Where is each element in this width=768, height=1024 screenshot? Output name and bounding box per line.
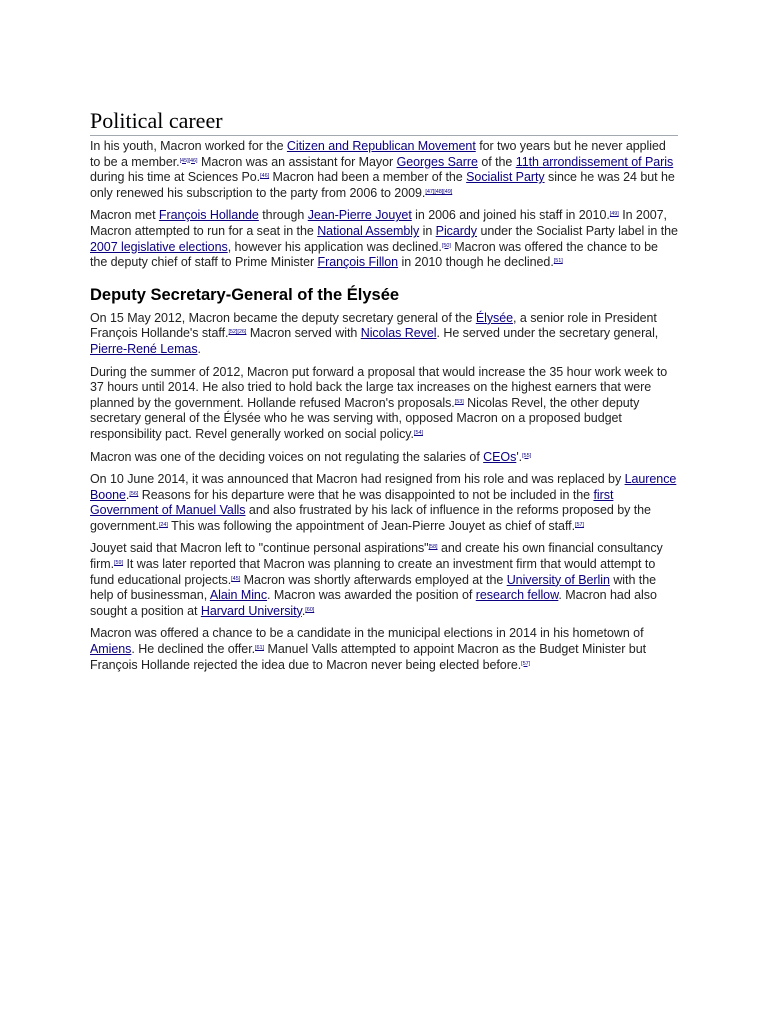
- article-link[interactable]: University of Berlin: [506, 572, 610, 587]
- text-run: Macron was offered the chance to be the deputy chief of staff to Prime Minister: [90, 239, 658, 270]
- citation-ref[interactable]: [59]: [114, 560, 124, 567]
- citation-ref[interactable]: [49]: [609, 211, 619, 218]
- citation-ref[interactable]: [60]: [305, 606, 315, 613]
- article-link[interactable]: National Assembly: [317, 223, 420, 238]
- article-link[interactable]: Picardy: [435, 223, 478, 238]
- text-run: with the help of businessman,: [90, 572, 656, 603]
- citation-ref[interactable]: [53]: [454, 398, 464, 405]
- citation-ref[interactable]: [54]: [413, 429, 423, 436]
- paragraph: [90, 139, 678, 201]
- text-run: during his time at Sciences Po.: [90, 170, 261, 185]
- citation-ref[interactable]: [61]: [255, 645, 265, 652]
- text-run: under the Socialist Party label in the: [477, 223, 678, 238]
- text-run: for two years but he never applied to be a member.: [90, 139, 666, 169]
- citation-ref[interactable]: [46]: [260, 173, 270, 180]
- text-run: . Macron was awarded the position of: [267, 588, 476, 603]
- citation-ref[interactable]: [45]: [231, 575, 241, 582]
- text-run: Macron met: [90, 208, 159, 223]
- paragraph: [90, 541, 678, 619]
- text-run: On 15 May 2012, Macron became the deputy secretary general of the: [90, 310, 476, 325]
- article-link[interactable]: Laurence Boone: [90, 472, 677, 502]
- text-run: Jouyet said that Macron left to "continue personal aspirations": [90, 541, 429, 556]
- text-run: , however his application was declined.: [227, 239, 442, 254]
- citation-ref[interactable]: [50]: [441, 242, 451, 249]
- text-run: In 2007, Macron attempted to run for a seat in the: [90, 208, 667, 238]
- text-run: in: [419, 223, 436, 238]
- text-run: in 2010 though he declined.: [398, 255, 554, 270]
- text-run: .: [125, 487, 130, 502]
- article-link[interactable]: François Hollande: [158, 208, 259, 223]
- text-run: and also frustrated by his lack of influence in the reforms proposed by the government.: [90, 503, 651, 533]
- citation-ref[interactable]: [58]: [428, 544, 438, 551]
- citation-ref[interactable]: [45][46]: [179, 157, 198, 164]
- subsection-heading: Deputy Secretary-General of the Élysée: [90, 285, 400, 304]
- paragraph: [90, 626, 678, 673]
- text-run: Reasons for his departure were that he was disappointed to not be included in the: [138, 487, 594, 502]
- text-run: Macron was shortly afterwards employed at the: [240, 572, 507, 587]
- article-content: [90, 108, 678, 680]
- citation-ref[interactable]: [57]: [575, 521, 584, 528]
- text-run: , a senior role in President François Hollande's staff.: [90, 310, 657, 341]
- text-run: '.: [516, 449, 523, 464]
- paragraph: [90, 365, 678, 443]
- text-run: .: [197, 341, 201, 356]
- text-run: through: [258, 208, 308, 223]
- citation-ref[interactable]: [52][26]: [228, 329, 247, 336]
- text-run: of the: [477, 154, 516, 169]
- text-run: On 10 June 2014, it was announced that Macron had resigned from his role and was replaced by: [90, 472, 625, 487]
- text-run: Manuel Valls attempted to appoint Macron as the Budget Minister but François Hollande rejected the idea due to Macron never being elected before.: [90, 642, 647, 672]
- article-link[interactable]: Alain Minc: [209, 588, 268, 603]
- citation-ref[interactable]: [47][48][49]: [425, 188, 453, 195]
- article-link[interactable]: first Government of Manuel Valls: [90, 487, 614, 518]
- text-run: It was later reported that Macron was planning to create an investment firm that would attempt to fund educational projects.: [90, 557, 656, 587]
- citation-ref[interactable]: [56]: [129, 490, 139, 497]
- citation-ref[interactable]: [24]: [158, 521, 168, 528]
- article-link[interactable]: Socialist Party: [466, 170, 545, 185]
- text-run: During the summer of 2012, Macron put forward a proposal that would increase the 35 hour work week to 37 hours until 2014. He also tried to hold back the large tax increases on the highest earners that were planned by the government. Hollande refused Macron's proposals.: [90, 364, 668, 410]
- text-run: .: [301, 603, 306, 618]
- article-link[interactable]: Citizen and Republican Movement: [286, 139, 476, 153]
- article-link[interactable]: Nicolas Revel: [360, 326, 437, 341]
- text-run: Macron was one of the deciding voices on not regulating the salaries of: [90, 449, 484, 464]
- paragraph: [90, 472, 678, 534]
- article-link[interactable]: Pierre-René Lemas: [90, 341, 198, 356]
- text-run: . Macron had also sought a position at: [90, 588, 657, 618]
- paragraph: [90, 450, 678, 466]
- text-run: In his youth, Macron worked for the: [90, 139, 287, 153]
- article-link[interactable]: Harvard University: [200, 603, 302, 618]
- text-run: This was following the appointment of Jean-Pierre Jouyet as chief of staff.: [167, 518, 575, 533]
- article-link[interactable]: François Fillon: [317, 255, 399, 270]
- citation-ref[interactable]: [57]: [521, 660, 531, 667]
- text-run: . He served under the secretary general,: [436, 326, 659, 341]
- article-link[interactable]: research fellow: [475, 588, 559, 603]
- citation-ref[interactable]: [51]: [553, 258, 563, 265]
- paragraph: [90, 208, 678, 270]
- paragraph: [90, 311, 678, 358]
- article-link[interactable]: Élysée: [475, 310, 514, 325]
- text-run: . He declined the offer.: [131, 642, 256, 657]
- section-heading: Political career: [90, 108, 678, 136]
- article-link[interactable]: 11th arrondissement of Paris: [515, 154, 674, 169]
- text-run: and create his own financial consultancy firm.: [90, 541, 663, 572]
- text-run: since he was 24 but he only renewed his subscription to the party from 2006 to 2009.: [90, 170, 675, 200]
- text-run: in 2006 and joined his staff in 2010.: [411, 208, 610, 223]
- article-link[interactable]: CEOs: [483, 449, 517, 464]
- article-link[interactable]: Amiens: [90, 642, 132, 657]
- citation-ref[interactable]: [55]: [522, 452, 532, 459]
- text-run: Macron served with: [246, 326, 361, 341]
- text-run: Nicolas Revel, the other deputy secretary general of the Élysée who he was serving with, opposed Macron on a proposed budget responsibility pact. Revel generally worked on social policy.: [90, 395, 640, 441]
- text-run: Macron was an assistant for Mayor: [197, 154, 397, 169]
- article-link[interactable]: 2007 legislative elections: [90, 239, 228, 254]
- article-link[interactable]: Jean-Pierre Jouyet: [307, 208, 412, 223]
- article-link[interactable]: Georges Sarre: [396, 154, 478, 169]
- text-run: Macron had been a member of the: [269, 170, 467, 185]
- text-run: Macron was offered a chance to be a candidate in the municipal elections in 2014 in his hometown of: [90, 626, 644, 641]
